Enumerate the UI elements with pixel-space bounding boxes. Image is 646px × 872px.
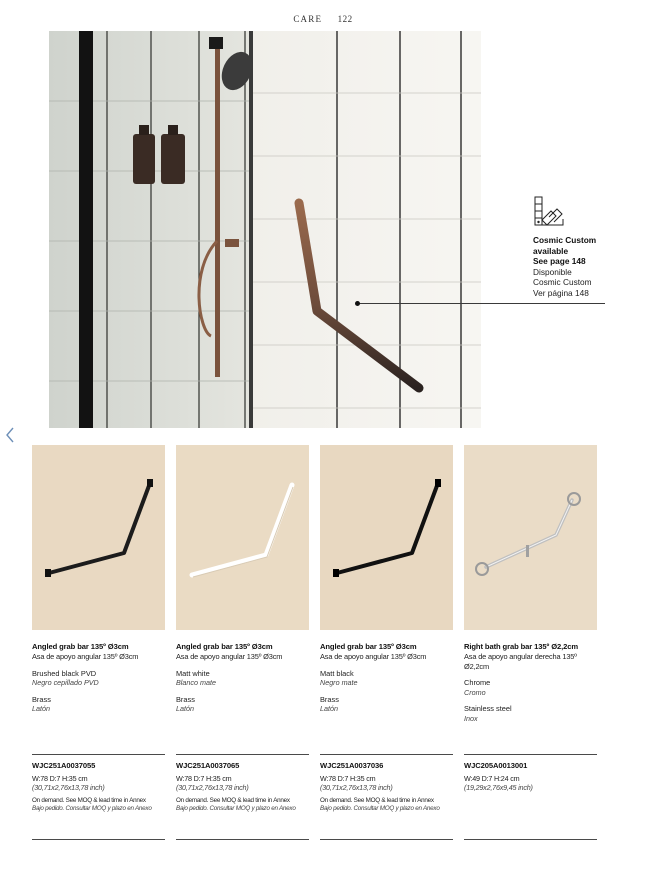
product-card bbox=[320, 445, 453, 714]
availability-note bbox=[320, 797, 440, 813]
finish-name: Matt black bbox=[320, 668, 354, 678]
page-header bbox=[0, 14, 646, 24]
product-photo bbox=[464, 445, 597, 630]
custom-availability bbox=[533, 195, 623, 298]
finish-name: Stainless steel bbox=[464, 704, 512, 713]
product-name: Right bath grab bar 135º Ø2,2cm bbox=[464, 642, 579, 651]
finish-name-es: Latón bbox=[176, 704, 194, 713]
finish-name-es: Latón bbox=[32, 704, 50, 713]
section-title: CARE bbox=[293, 14, 323, 24]
product-name: Angled grab bar 135º Ø3cm bbox=[176, 642, 273, 651]
page-number: 122 bbox=[337, 14, 353, 24]
product-name-es: Asa de apoyo angular 135º Ø3cm bbox=[32, 652, 139, 661]
product-code: WJC251A0037055 bbox=[32, 761, 96, 770]
product-photo bbox=[176, 445, 309, 630]
custom-text-line-1: Disponible bbox=[533, 266, 572, 277]
product-code: WJC251A0037065 bbox=[176, 761, 240, 770]
custom-title-line-3[interactable]: See page 148 bbox=[533, 256, 586, 266]
custom-title-line-1: Cosmic Custom bbox=[533, 235, 597, 245]
product-card bbox=[176, 445, 309, 714]
finish-name-es: Negro cepillado PVD bbox=[32, 678, 99, 687]
note-en: On demand. See MOQ & lead time in Annex bbox=[176, 797, 290, 804]
finish-name-es: Latón bbox=[320, 704, 338, 713]
dimensions-cm: W:78 D:7 H:35 cm bbox=[32, 774, 88, 783]
product-dimensions bbox=[320, 774, 393, 792]
note-es: Bajo pedido. Consultar MOQ y plazo en Anexo bbox=[320, 805, 440, 812]
divider bbox=[32, 839, 165, 840]
custom-text-line-2: Cosmic Custom bbox=[533, 277, 592, 287]
divider bbox=[464, 754, 597, 755]
product-dimensions bbox=[464, 774, 533, 792]
divider bbox=[320, 754, 453, 755]
chevron-left-icon[interactable] bbox=[3, 426, 17, 444]
product-card bbox=[464, 445, 597, 723]
product-name-es: Asa de apoyo angular 135º Ø3cm bbox=[176, 652, 283, 661]
product-photo bbox=[320, 445, 453, 630]
finish-name-es: Negro mate bbox=[320, 678, 358, 687]
dimensions-inch: (30,71x2,76x13,78 inch) bbox=[176, 783, 249, 792]
finish-name: Brass bbox=[176, 694, 195, 704]
dimensions-cm: W:49 D:7 H:24 cm bbox=[464, 774, 520, 783]
product-name: Angled grab bar 135º Ø3cm bbox=[32, 642, 129, 651]
divider bbox=[176, 754, 309, 755]
finish-name-es: Cromo bbox=[464, 687, 486, 697]
dimensions-inch: (30,71x2,76x13,78 inch) bbox=[32, 783, 105, 792]
note-en: On demand. See MOQ & lead time in Annex bbox=[320, 797, 434, 804]
product-name-es: Asa de apoyo angular derecha 135º Ø2,2cm bbox=[464, 652, 577, 671]
custom-text-line-3[interactable]: Ver página 148 bbox=[533, 287, 589, 298]
product-photo bbox=[32, 445, 165, 630]
note-es: Bajo pedido. Consultar MOQ y plazo en Anexo bbox=[176, 805, 296, 812]
note-es: Bajo pedido. Consultar MOQ y plazo en Anexo bbox=[32, 805, 152, 812]
dimensions-cm: W:78 D:7 H:35 cm bbox=[176, 774, 232, 783]
callout-leader-line bbox=[357, 303, 605, 304]
custom-title-line-2: available bbox=[533, 245, 569, 256]
hero-photo bbox=[49, 31, 481, 428]
product-dimensions bbox=[32, 774, 105, 792]
product-code: WJC205A0013001 bbox=[464, 761, 528, 770]
note-en: On demand. See MOQ & lead time in Annex bbox=[32, 797, 146, 804]
dimensions-inch: (19,29x2,76x9,45 inch) bbox=[464, 783, 533, 792]
finish-name: Chrome bbox=[464, 678, 491, 687]
availability-note bbox=[176, 797, 296, 813]
finish-name-es: Inox bbox=[464, 713, 478, 723]
dimensions-inch: (30,71x2,76x13,78 inch) bbox=[320, 783, 393, 792]
product-code: WJC251A0037036 bbox=[320, 761, 384, 770]
product-card bbox=[32, 445, 165, 714]
color-swatches-icon bbox=[533, 195, 567, 229]
product-dimensions bbox=[176, 774, 249, 792]
dimensions-cm: W:78 D:7 H:35 cm bbox=[320, 774, 376, 783]
finish-name: Brass bbox=[32, 694, 51, 704]
finish-name: Brushed black PVD bbox=[32, 668, 97, 678]
product-name-es: Asa de apoyo angular 135º Ø3cm bbox=[320, 652, 427, 661]
availability-note bbox=[32, 797, 152, 813]
finish-name-es: Blanco mate bbox=[176, 678, 216, 687]
callout-dot bbox=[355, 301, 360, 306]
divider bbox=[464, 839, 597, 840]
product-name: Angled grab bar 135º Ø3cm bbox=[320, 642, 417, 651]
finish-name: Brass bbox=[320, 694, 339, 704]
divider bbox=[176, 839, 309, 840]
divider bbox=[32, 754, 165, 755]
divider bbox=[320, 839, 453, 840]
finish-name: Matt white bbox=[176, 668, 210, 678]
